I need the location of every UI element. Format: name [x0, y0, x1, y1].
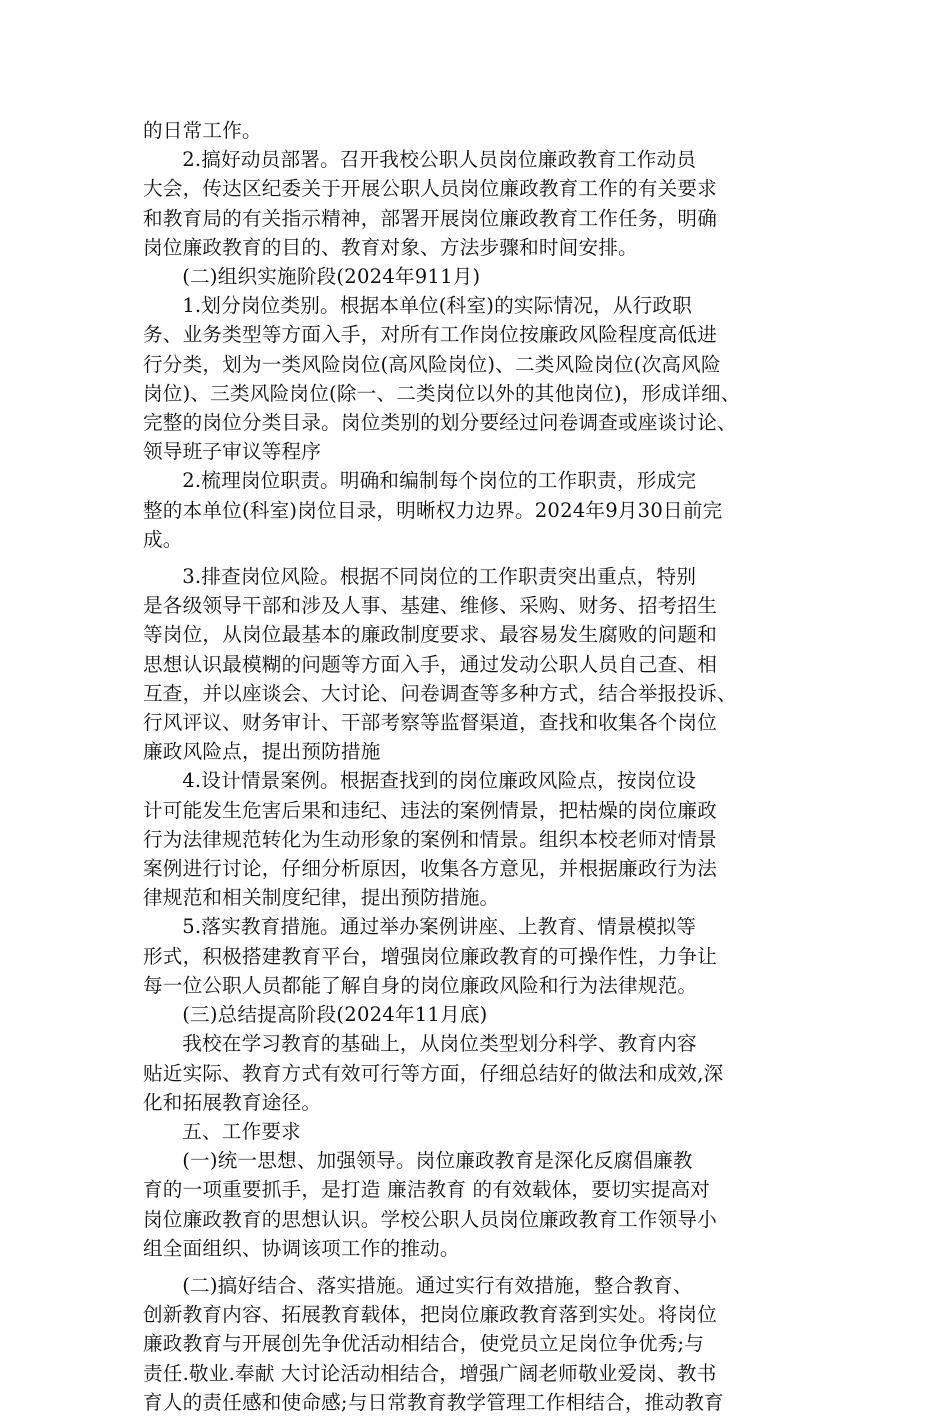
text-line: 是各级领导干部和涉及人事、基建、维修、采购、财务、招考招生 — [143, 594, 718, 618]
text-line: 创新教育内容、拓展教育载体，把岗位廉政教育落到实处。将岗位 — [143, 1303, 718, 1327]
text-line: 4.设计情景案例。根据查找到的岗位廉政风险点，按岗位设 — [182, 769, 697, 793]
text-line: (一)统一思想、加强领导。岗位廉政教育是深化反腐倡廉教 — [182, 1149, 693, 1173]
text-line: 成。 — [143, 527, 183, 551]
text-line: 育的一项重要抓手，是打造 廉洁教育 的有效载体，要切实提高对 — [143, 1178, 711, 1202]
text-line: 行为法律规范转化为生动形象的案例和情景。组织本校老师对情景 — [143, 827, 718, 851]
text-line: 领导班子审议等程序 — [143, 440, 322, 464]
text-line: 行分类，划为一类风险岗位(高风险岗位)、二类风险岗位(次高风险 — [143, 352, 721, 376]
text-line: 5.落实教育措施。通过举办案例讲座、上教育、情景模拟等 — [182, 915, 697, 939]
text-line: 案例进行讨论，仔细分析原因，收集各方意见，并根据廉政行为法 — [143, 857, 718, 881]
text-line: 1.划分岗位类别。根据本单位(科室)的实际情况，从行政职 — [182, 294, 693, 318]
text-line: 五、工作要求 — [182, 1119, 301, 1143]
text-line: 务、业务类型等方面入手，对所有工作岗位按廉政风险程度高低进 — [143, 323, 718, 347]
text-line: 我校在学习教育的基础上，从岗位类型划分科学、教育内容 — [182, 1032, 697, 1056]
text-line: 岗位廉政教育的目的、教育对象、方法步骤和时间安排。 — [143, 235, 638, 259]
text-line: 3.排查岗位风险。根据不同岗位的工作职责突出重点，特别 — [182, 565, 697, 589]
text-line: (二)组织实施阶段(2024年911月) — [182, 265, 481, 289]
text-line: 岗位廉政教育的思想认识。学校公职人员岗位廉政教育工作领导小 — [143, 1207, 718, 1231]
text-line: 组全面组织、协调该项工作的推动。 — [143, 1236, 460, 1260]
text-line: 行风评议、财务审计、干部考察等监督渠道，查找和收集各个岗位 — [143, 711, 718, 735]
text-line: 思想认识最模糊的问题等方面入手，通过发动公职人员自己查、相 — [143, 652, 718, 676]
text-line: 廉政风险点，提出预防措施 — [143, 740, 381, 764]
text-line: 每一位公职人员都能了解自身的岗位廉政风险和行为法律规范。 — [143, 973, 698, 997]
text-line: 2.搞好动员部署。召开我校公职人员岗位廉政教育工作动员 — [182, 148, 697, 172]
text-line: 律规范和相关制度纪律，提出预防措施。 — [143, 886, 500, 910]
text-line: 互查，并以座谈会、大讨论、问卷调查等多种方式，结合举报投诉、 — [143, 681, 737, 705]
document-body — [143, 116, 811, 1417]
text-line: 责任.敬业.奉献 大讨论活动相结合，增强广阔老师敬业爱岗、教书 — [143, 1361, 717, 1385]
text-line: 的日常工作。 — [143, 119, 262, 142]
text-line: 完整的岗位分类目录。岗位类别的划分要经过问卷调查或座谈讨论、 — [143, 411, 737, 435]
text-line: 整的本单位(科室)岗位目录，明晰权力边界。2024年9月30日前完 — [143, 498, 723, 522]
text-line: 化和拓展教育途径。 — [143, 1090, 322, 1114]
text-line: 大会，传达区纪委关于开展公职人员岗位廉政教育工作的有关要求 — [143, 177, 718, 201]
text-line: (三)总结提高阶段(2024年11月底) — [182, 1003, 488, 1027]
text-line: 廉政教育与开展创先争优活动相结合，使党员立足岗位争优秀;与 — [143, 1332, 705, 1356]
text-line: 和教育局的有关指示精神，部署开展岗位廉政教育工作任务，明确 — [143, 206, 718, 230]
text-line: 贴近实际、教育方式有效可行等方面，仔细总结好的做法和成效,深 — [143, 1061, 724, 1085]
text-line: 计可能发生危害后果和违纪、违法的案例情景，把枯燥的岗位廉政 — [143, 798, 718, 822]
text-line: (二)搞好结合、落实措施。通过实行有效措施，整合教育、 — [182, 1273, 693, 1297]
text-line: 等岗位，从岗位最基本的廉政制度要求、最容易发生腐败的问题和 — [143, 623, 718, 647]
text-line: 2.梳理岗位职责。明确和编制每个岗位的工作职责，形成完 — [182, 469, 697, 493]
text-line: 形式，积极搭建教育平台，增强岗位廉政教育的可操作性，力争让 — [143, 944, 718, 968]
text-line: 岗位)、三类风险岗位(除一、二类岗位以外的其他岗位)，形成详细、 — [143, 381, 741, 405]
text-line: 育人的责任感和使命感;与日常教育教学管理工作相结合，推动教育 — [143, 1390, 724, 1414]
